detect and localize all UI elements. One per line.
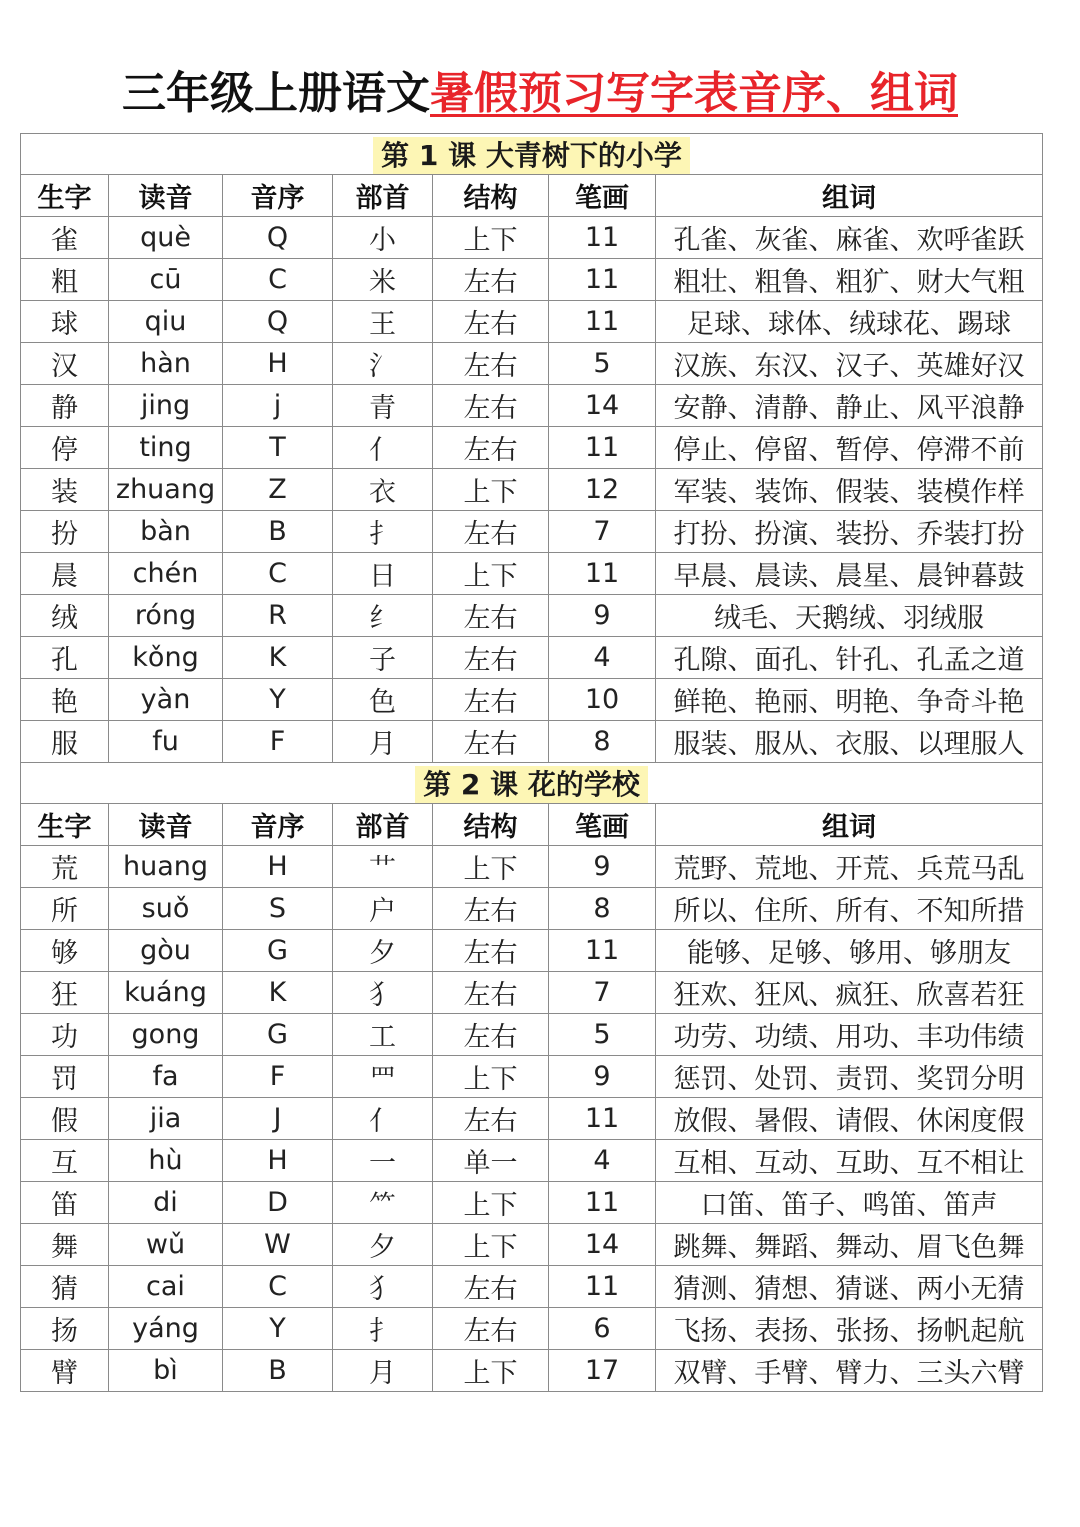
index-cell: Q [223, 301, 333, 343]
lesson-title-row [21, 763, 1043, 804]
structure-cell: 上下 [433, 1224, 549, 1266]
strokes-cell: 7 [549, 511, 656, 553]
structure-cell: 上下 [433, 1182, 549, 1224]
strokes-cell: 11 [549, 217, 656, 259]
structure-cell: 左右 [433, 721, 549, 763]
column-header: 读音 [109, 804, 223, 846]
strokes-cell: 11 [549, 930, 656, 972]
char-cell: 假 [21, 1098, 109, 1140]
column-header: 生字 [21, 804, 109, 846]
index-cell: K [223, 972, 333, 1014]
structure-cell: 左右 [433, 595, 549, 637]
strokes-cell: 11 [549, 1266, 656, 1308]
structure-cell: 左右 [433, 930, 549, 972]
char-cell: 扬 [21, 1308, 109, 1350]
radical-cell: 纟 [333, 595, 433, 637]
char-cell: 孔 [21, 637, 109, 679]
table-row [21, 427, 1043, 469]
index-cell: R [223, 595, 333, 637]
radical-cell: 艹 [333, 846, 433, 888]
index-cell: S [223, 888, 333, 930]
words-cell: 绒毛、天鹅绒、羽绒服 [656, 595, 1043, 637]
pinyin-cell: cai [109, 1266, 223, 1308]
words-cell: 狂欢、狂风、疯狂、欣喜若狂 [656, 972, 1043, 1014]
radical-cell: 月 [333, 721, 433, 763]
strokes-cell: 8 [549, 888, 656, 930]
table-row [21, 1182, 1043, 1224]
index-cell: H [223, 1140, 333, 1182]
char-cell: 服 [21, 721, 109, 763]
char-cell: 笛 [21, 1182, 109, 1224]
radical-cell: 王 [333, 301, 433, 343]
structure-cell: 左右 [433, 1266, 549, 1308]
structure-cell: 左右 [433, 1308, 549, 1350]
index-cell: C [223, 259, 333, 301]
index-cell: Y [223, 1308, 333, 1350]
pinyin-cell: yàn [109, 679, 223, 721]
pinyin-cell: zhuang [109, 469, 223, 511]
table-row [21, 1308, 1043, 1350]
structure-cell: 左右 [433, 385, 549, 427]
pinyin-cell: gong [109, 1014, 223, 1056]
index-cell: D [223, 1182, 333, 1224]
words-cell: 鲜艳、艳丽、明艳、争奇斗艳 [656, 679, 1043, 721]
table-row [21, 721, 1043, 763]
index-cell: F [223, 721, 333, 763]
char-cell: 晨 [21, 553, 109, 595]
table-row [21, 595, 1043, 637]
words-cell: 猜测、猜想、猜谜、两小无猜 [656, 1266, 1043, 1308]
column-header: 结构 [433, 804, 549, 846]
radical-cell: 工 [333, 1014, 433, 1056]
radical-cell: 夕 [333, 930, 433, 972]
pinyin-cell: kuáng [109, 972, 223, 1014]
pinyin-cell: fa [109, 1056, 223, 1098]
column-header: 部首 [333, 175, 433, 217]
table-row [21, 1266, 1043, 1308]
index-cell: Y [223, 679, 333, 721]
structure-cell: 左右 [433, 972, 549, 1014]
structure-cell: 上下 [433, 1350, 549, 1392]
page-title [0, 62, 1080, 126]
index-cell: K [223, 637, 333, 679]
radical-cell: 扌 [333, 511, 433, 553]
structure-cell: 单一 [433, 1140, 549, 1182]
char-cell: 臂 [21, 1350, 109, 1392]
radical-cell: 犭 [333, 972, 433, 1014]
words-cell: 惩罚、处罚、责罚、奖罚分明 [656, 1056, 1043, 1098]
radical-cell: 子 [333, 637, 433, 679]
structure-cell: 左右 [433, 259, 549, 301]
char-cell: 够 [21, 930, 109, 972]
strokes-cell: 11 [549, 1098, 656, 1140]
index-cell: G [223, 930, 333, 972]
words-cell: 能够、足够、够用、够朋友 [656, 930, 1043, 972]
words-cell: 军装、装饰、假装、装模作样 [656, 469, 1043, 511]
column-header: 笔画 [549, 804, 656, 846]
structure-cell: 左右 [433, 888, 549, 930]
strokes-cell: 11 [549, 259, 656, 301]
radical-cell: 日 [333, 553, 433, 595]
table-row [21, 1224, 1043, 1266]
strokes-cell: 4 [549, 1140, 656, 1182]
radical-cell: 亻 [333, 427, 433, 469]
index-cell: F [223, 1056, 333, 1098]
words-cell: 孔隙、面孔、针孔、孔孟之道 [656, 637, 1043, 679]
index-cell: T [223, 427, 333, 469]
table-row [21, 1056, 1043, 1098]
words-cell: 功劳、功绩、用功、丰功伟绩 [656, 1014, 1043, 1056]
strokes-cell: 14 [549, 1224, 656, 1266]
pinyin-cell: róng [109, 595, 223, 637]
structure-cell: 左右 [433, 511, 549, 553]
lesson-title: 第 2 课 花的学校 [415, 766, 648, 803]
index-cell: H [223, 846, 333, 888]
words-cell: 放假、暑假、请假、休闲度假 [656, 1098, 1043, 1140]
strokes-cell: 11 [549, 1182, 656, 1224]
radical-cell: 亻 [333, 1098, 433, 1140]
structure-cell: 左右 [433, 343, 549, 385]
radical-cell: 小 [333, 217, 433, 259]
column-header-row [21, 804, 1043, 846]
table-row [21, 972, 1043, 1014]
strokes-cell: 17 [549, 1350, 656, 1392]
words-cell: 飞扬、表扬、张扬、扬帆起航 [656, 1308, 1043, 1350]
column-header: 笔画 [549, 175, 656, 217]
words-cell: 早晨、晨读、晨星、晨钟暮鼓 [656, 553, 1043, 595]
index-cell: C [223, 1266, 333, 1308]
words-cell: 孔雀、灰雀、麻雀、欢呼雀跃 [656, 217, 1043, 259]
lesson-title-row [21, 134, 1043, 175]
pinyin-cell: cū [109, 259, 223, 301]
strokes-cell: 6 [549, 1308, 656, 1350]
char-cell: 功 [21, 1014, 109, 1056]
words-cell: 粗壮、粗鲁、粗犷、财大气粗 [656, 259, 1043, 301]
pinyin-cell: huang [109, 846, 223, 888]
column-header: 结构 [433, 175, 549, 217]
index-cell: G [223, 1014, 333, 1056]
table-row [21, 511, 1043, 553]
strokes-cell: 14 [549, 385, 656, 427]
pinyin-cell: wǔ [109, 1224, 223, 1266]
words-cell: 汉族、东汉、汉子、英雄好汉 [656, 343, 1043, 385]
radical-cell: ⺮ [333, 1182, 433, 1224]
structure-cell: 左右 [433, 679, 549, 721]
radical-cell: 米 [333, 259, 433, 301]
column-header: 组词 [656, 804, 1043, 846]
strokes-cell: 11 [549, 553, 656, 595]
structure-cell: 左右 [433, 427, 549, 469]
strokes-cell: 7 [549, 972, 656, 1014]
index-cell: Z [223, 469, 333, 511]
pinyin-cell: chén [109, 553, 223, 595]
index-cell: J [223, 1098, 333, 1140]
structure-cell: 左右 [433, 1014, 549, 1056]
table-row [21, 217, 1043, 259]
words-cell: 双臂、手臂、臂力、三头六臂 [656, 1350, 1043, 1392]
strokes-cell: 12 [549, 469, 656, 511]
char-cell: 汉 [21, 343, 109, 385]
vocab-table [20, 133, 1043, 1392]
char-cell: 球 [21, 301, 109, 343]
index-cell: W [223, 1224, 333, 1266]
radical-cell: 罒 [333, 1056, 433, 1098]
pinyin-cell: bì [109, 1350, 223, 1392]
strokes-cell: 5 [549, 343, 656, 385]
lesson-title-cell [21, 763, 1043, 804]
column-header: 部首 [333, 804, 433, 846]
char-cell: 猜 [21, 1266, 109, 1308]
table-row [21, 301, 1043, 343]
column-header: 音序 [223, 175, 333, 217]
table-row [21, 1140, 1043, 1182]
strokes-cell: 10 [549, 679, 656, 721]
table-row [21, 1098, 1043, 1140]
pinyin-cell: gòu [109, 930, 223, 972]
strokes-cell: 4 [549, 637, 656, 679]
structure-cell: 上下 [433, 469, 549, 511]
strokes-cell: 9 [549, 1056, 656, 1098]
pinyin-cell: jing [109, 385, 223, 427]
char-cell: 绒 [21, 595, 109, 637]
index-cell: C [223, 553, 333, 595]
pinyin-cell: jia [109, 1098, 223, 1140]
char-cell: 艳 [21, 679, 109, 721]
pinyin-cell: kǒng [109, 637, 223, 679]
words-cell: 荒野、荒地、开荒、兵荒马乱 [656, 846, 1043, 888]
radical-cell: 犭 [333, 1266, 433, 1308]
strokes-cell: 9 [549, 595, 656, 637]
strokes-cell: 8 [549, 721, 656, 763]
table-row [21, 888, 1043, 930]
index-cell: H [223, 343, 333, 385]
table-row [21, 469, 1043, 511]
title-red-part: 暑假预习写字表音序、组词 [430, 68, 958, 119]
char-cell: 舞 [21, 1224, 109, 1266]
column-header-row [21, 175, 1043, 217]
table-row [21, 1014, 1043, 1056]
lesson-title-cell [21, 134, 1043, 175]
table-row [21, 553, 1043, 595]
words-cell: 停止、停留、暂停、停滞不前 [656, 427, 1043, 469]
table-row [21, 259, 1043, 301]
pinyin-cell: qiu [109, 301, 223, 343]
char-cell: 荒 [21, 846, 109, 888]
table-row [21, 930, 1043, 972]
column-header: 读音 [109, 175, 223, 217]
char-cell: 停 [21, 427, 109, 469]
strokes-cell: 11 [549, 301, 656, 343]
words-cell: 服装、服从、衣服、以理服人 [656, 721, 1043, 763]
structure-cell: 左右 [433, 301, 549, 343]
words-cell: 跳舞、舞蹈、舞动、眉飞色舞 [656, 1224, 1043, 1266]
table-row [21, 679, 1043, 721]
words-cell: 互相、互动、互助、互不相让 [656, 1140, 1043, 1182]
structure-cell: 左右 [433, 637, 549, 679]
table-row [21, 343, 1043, 385]
radical-cell: 户 [333, 888, 433, 930]
char-cell: 装 [21, 469, 109, 511]
char-cell: 扮 [21, 511, 109, 553]
column-header: 生字 [21, 175, 109, 217]
words-cell: 足球、球体、绒球花、踢球 [656, 301, 1043, 343]
words-cell: 打扮、扮演、装扮、乔装打扮 [656, 511, 1043, 553]
char-cell: 互 [21, 1140, 109, 1182]
strokes-cell: 5 [549, 1014, 656, 1056]
index-cell: B [223, 1350, 333, 1392]
pinyin-cell: bàn [109, 511, 223, 553]
words-cell: 口笛、笛子、鸣笛、笛声 [656, 1182, 1043, 1224]
strokes-cell: 11 [549, 427, 656, 469]
structure-cell: 上下 [433, 553, 549, 595]
table-row [21, 637, 1043, 679]
structure-cell: 上下 [433, 846, 549, 888]
lesson-title: 第 1 课 大青树下的小学 [373, 137, 690, 174]
char-cell: 罚 [21, 1056, 109, 1098]
char-cell: 雀 [21, 217, 109, 259]
radical-cell: 一 [333, 1140, 433, 1182]
char-cell: 静 [21, 385, 109, 427]
strokes-cell: 9 [549, 846, 656, 888]
column-header: 音序 [223, 804, 333, 846]
radical-cell: 扌 [333, 1308, 433, 1350]
radical-cell: 色 [333, 679, 433, 721]
pinyin-cell: ting [109, 427, 223, 469]
radical-cell: 月 [333, 1350, 433, 1392]
table-row [21, 385, 1043, 427]
index-cell: B [223, 511, 333, 553]
pinyin-cell: què [109, 217, 223, 259]
pinyin-cell: hù [109, 1140, 223, 1182]
pinyin-cell: fu [109, 721, 223, 763]
char-cell: 粗 [21, 259, 109, 301]
pinyin-cell: di [109, 1182, 223, 1224]
words-cell: 所以、住所、所有、不知所措 [656, 888, 1043, 930]
column-header: 组词 [656, 175, 1043, 217]
title-black-part: 三年级上册语文 [122, 68, 430, 119]
structure-cell: 上下 [433, 217, 549, 259]
pinyin-cell: yáng [109, 1308, 223, 1350]
char-cell: 狂 [21, 972, 109, 1014]
pinyin-cell: suǒ [109, 888, 223, 930]
pinyin-cell: hàn [109, 343, 223, 385]
radical-cell: 衣 [333, 469, 433, 511]
index-cell: j [223, 385, 333, 427]
radical-cell: 青 [333, 385, 433, 427]
radical-cell: 夕 [333, 1224, 433, 1266]
char-cell: 所 [21, 888, 109, 930]
table-row [21, 1350, 1043, 1392]
structure-cell: 左右 [433, 1098, 549, 1140]
radical-cell: 氵 [333, 343, 433, 385]
table-row [21, 846, 1043, 888]
words-cell: 安静、清静、静止、风平浪静 [656, 385, 1043, 427]
index-cell: Q [223, 217, 333, 259]
structure-cell: 上下 [433, 1056, 549, 1098]
